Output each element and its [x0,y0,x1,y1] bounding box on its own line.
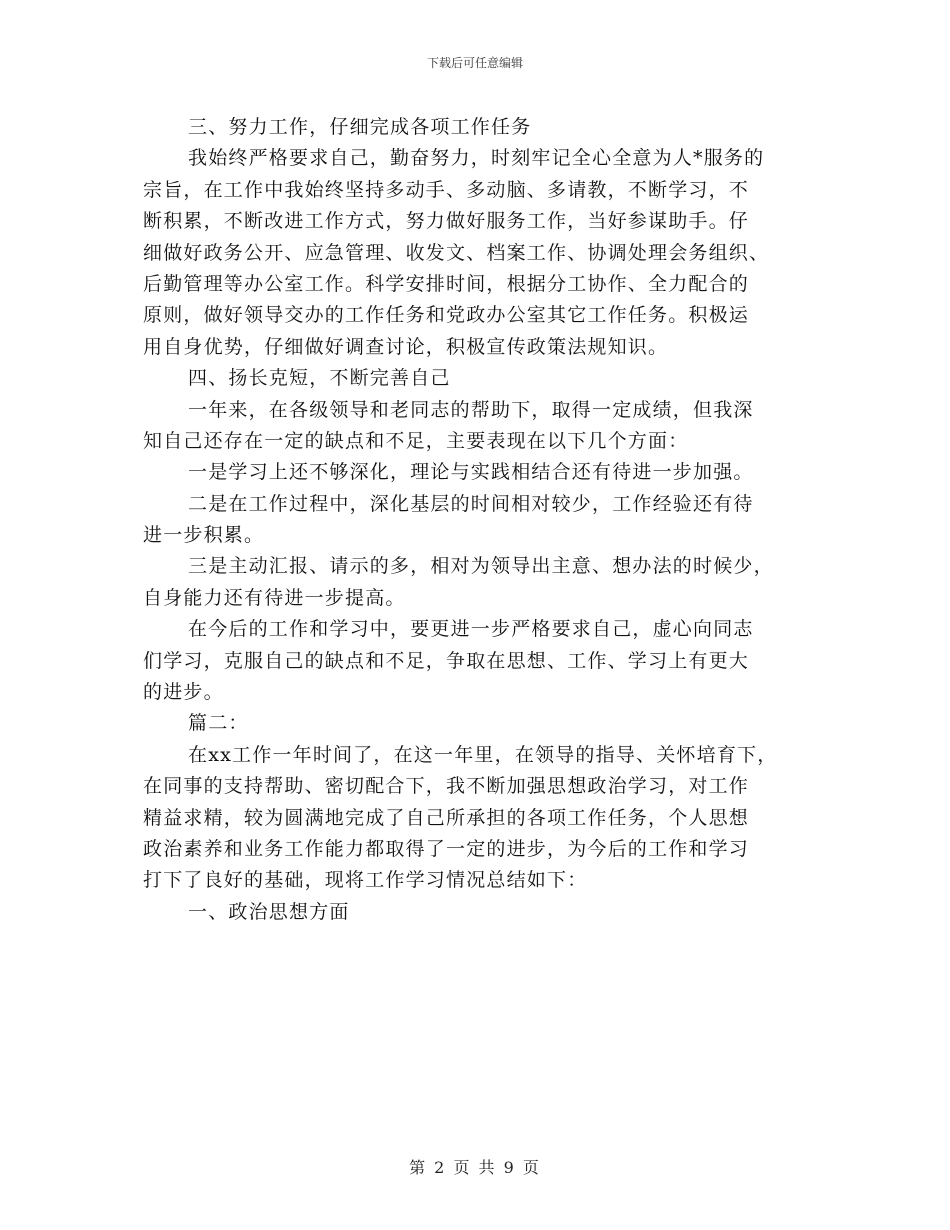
paragraph-line: 二是在工作过程中，深化基层的时间相对较少，工作经验还有待 [188,492,754,515]
header-note: 下载后可任意编辑 [426,56,523,70]
paragraph-line: 打下了良好的基础，现将工作学习情况总结如下： [143,869,588,892]
paragraph-line: 政治素养和业务工作能力都取得了一定的进步，为今后的工作和学习 [143,837,750,860]
paragraph-line: 用自身优势，仔细做好调查讨论，积极宣传政策法规知识。 [143,335,669,358]
paragraph-line: 三是主动汇报、请示的多，相对为领导出主意、想办法的时候少， [188,555,774,578]
paragraph-line: 断积累，不断改进工作方式，努力做好服务工作，当好参谋助手。仔 [143,210,750,233]
section-heading: 四、扬长克短，不断完善自己 [188,367,451,390]
paragraph-line: 一年来，在各级领导和老同志的帮助下，取得一定成绩，但我深 [188,398,754,421]
page-footer: 第 2 页 共 9 页 [409,1158,541,1177]
paragraph-line: 在同事的支持帮助、密切配合下，我不断加强思想政治学习，对工作 [143,775,750,798]
paragraph-line: 们学习，克服自己的缺点和不足，争取在思想、工作、学习上有更大 [143,649,750,672]
section-heading: 三、努力工作，仔细完成各项工作任务 [188,116,532,138]
section-heading: 一、政治思想方面 [188,900,350,923]
paragraph-line: 精益求精，较为圆满地完成了自己所承担的各项工作任务，个人思想 [143,806,750,829]
paragraph-line: 原则，做好领导交办的工作任务和党政办公室其它工作任务。积极运 [143,304,750,327]
paragraph-line: 细做好政务公开、应急管理、收发文、档案工作、协调处理会务组织、 [143,241,770,264]
paragraph-line: 我始终严格要求自己，勤奋努力，时刻牢记全心全意为人*服务的 [188,147,765,170]
paragraph-line: 在今后的工作和学习中，要更进一步严格要求自己，虚心向同志 [188,618,754,641]
paragraph-line: 宗旨，在工作中我始终坚持多动手、多动脑、多请教，不断学习，不 [143,178,750,201]
paragraph-line: 知自己还存在一定的缺点和不足，主要表现在以下几个方面： [143,429,689,452]
paragraph-line: 后勤管理等办公室工作。科学安排时间，根据分工协作、全力配合的 [143,272,750,295]
paragraph-line: 自身能力还有待进一步提高。 [143,586,406,609]
document-body [143,112,823,928]
paragraph-line: 在xx工作一年时间了，在这一年里，在领导的指导、关怀培育下， [188,743,778,766]
paragraph-line: 进一步积累。 [143,524,265,547]
section-heading: 篇二： [188,712,249,735]
paragraph-line: 的进步。 [143,681,224,704]
paragraph-line: 一是学习上还不够深化，理论与实践相结合还有待进一步加强。 [188,461,754,484]
